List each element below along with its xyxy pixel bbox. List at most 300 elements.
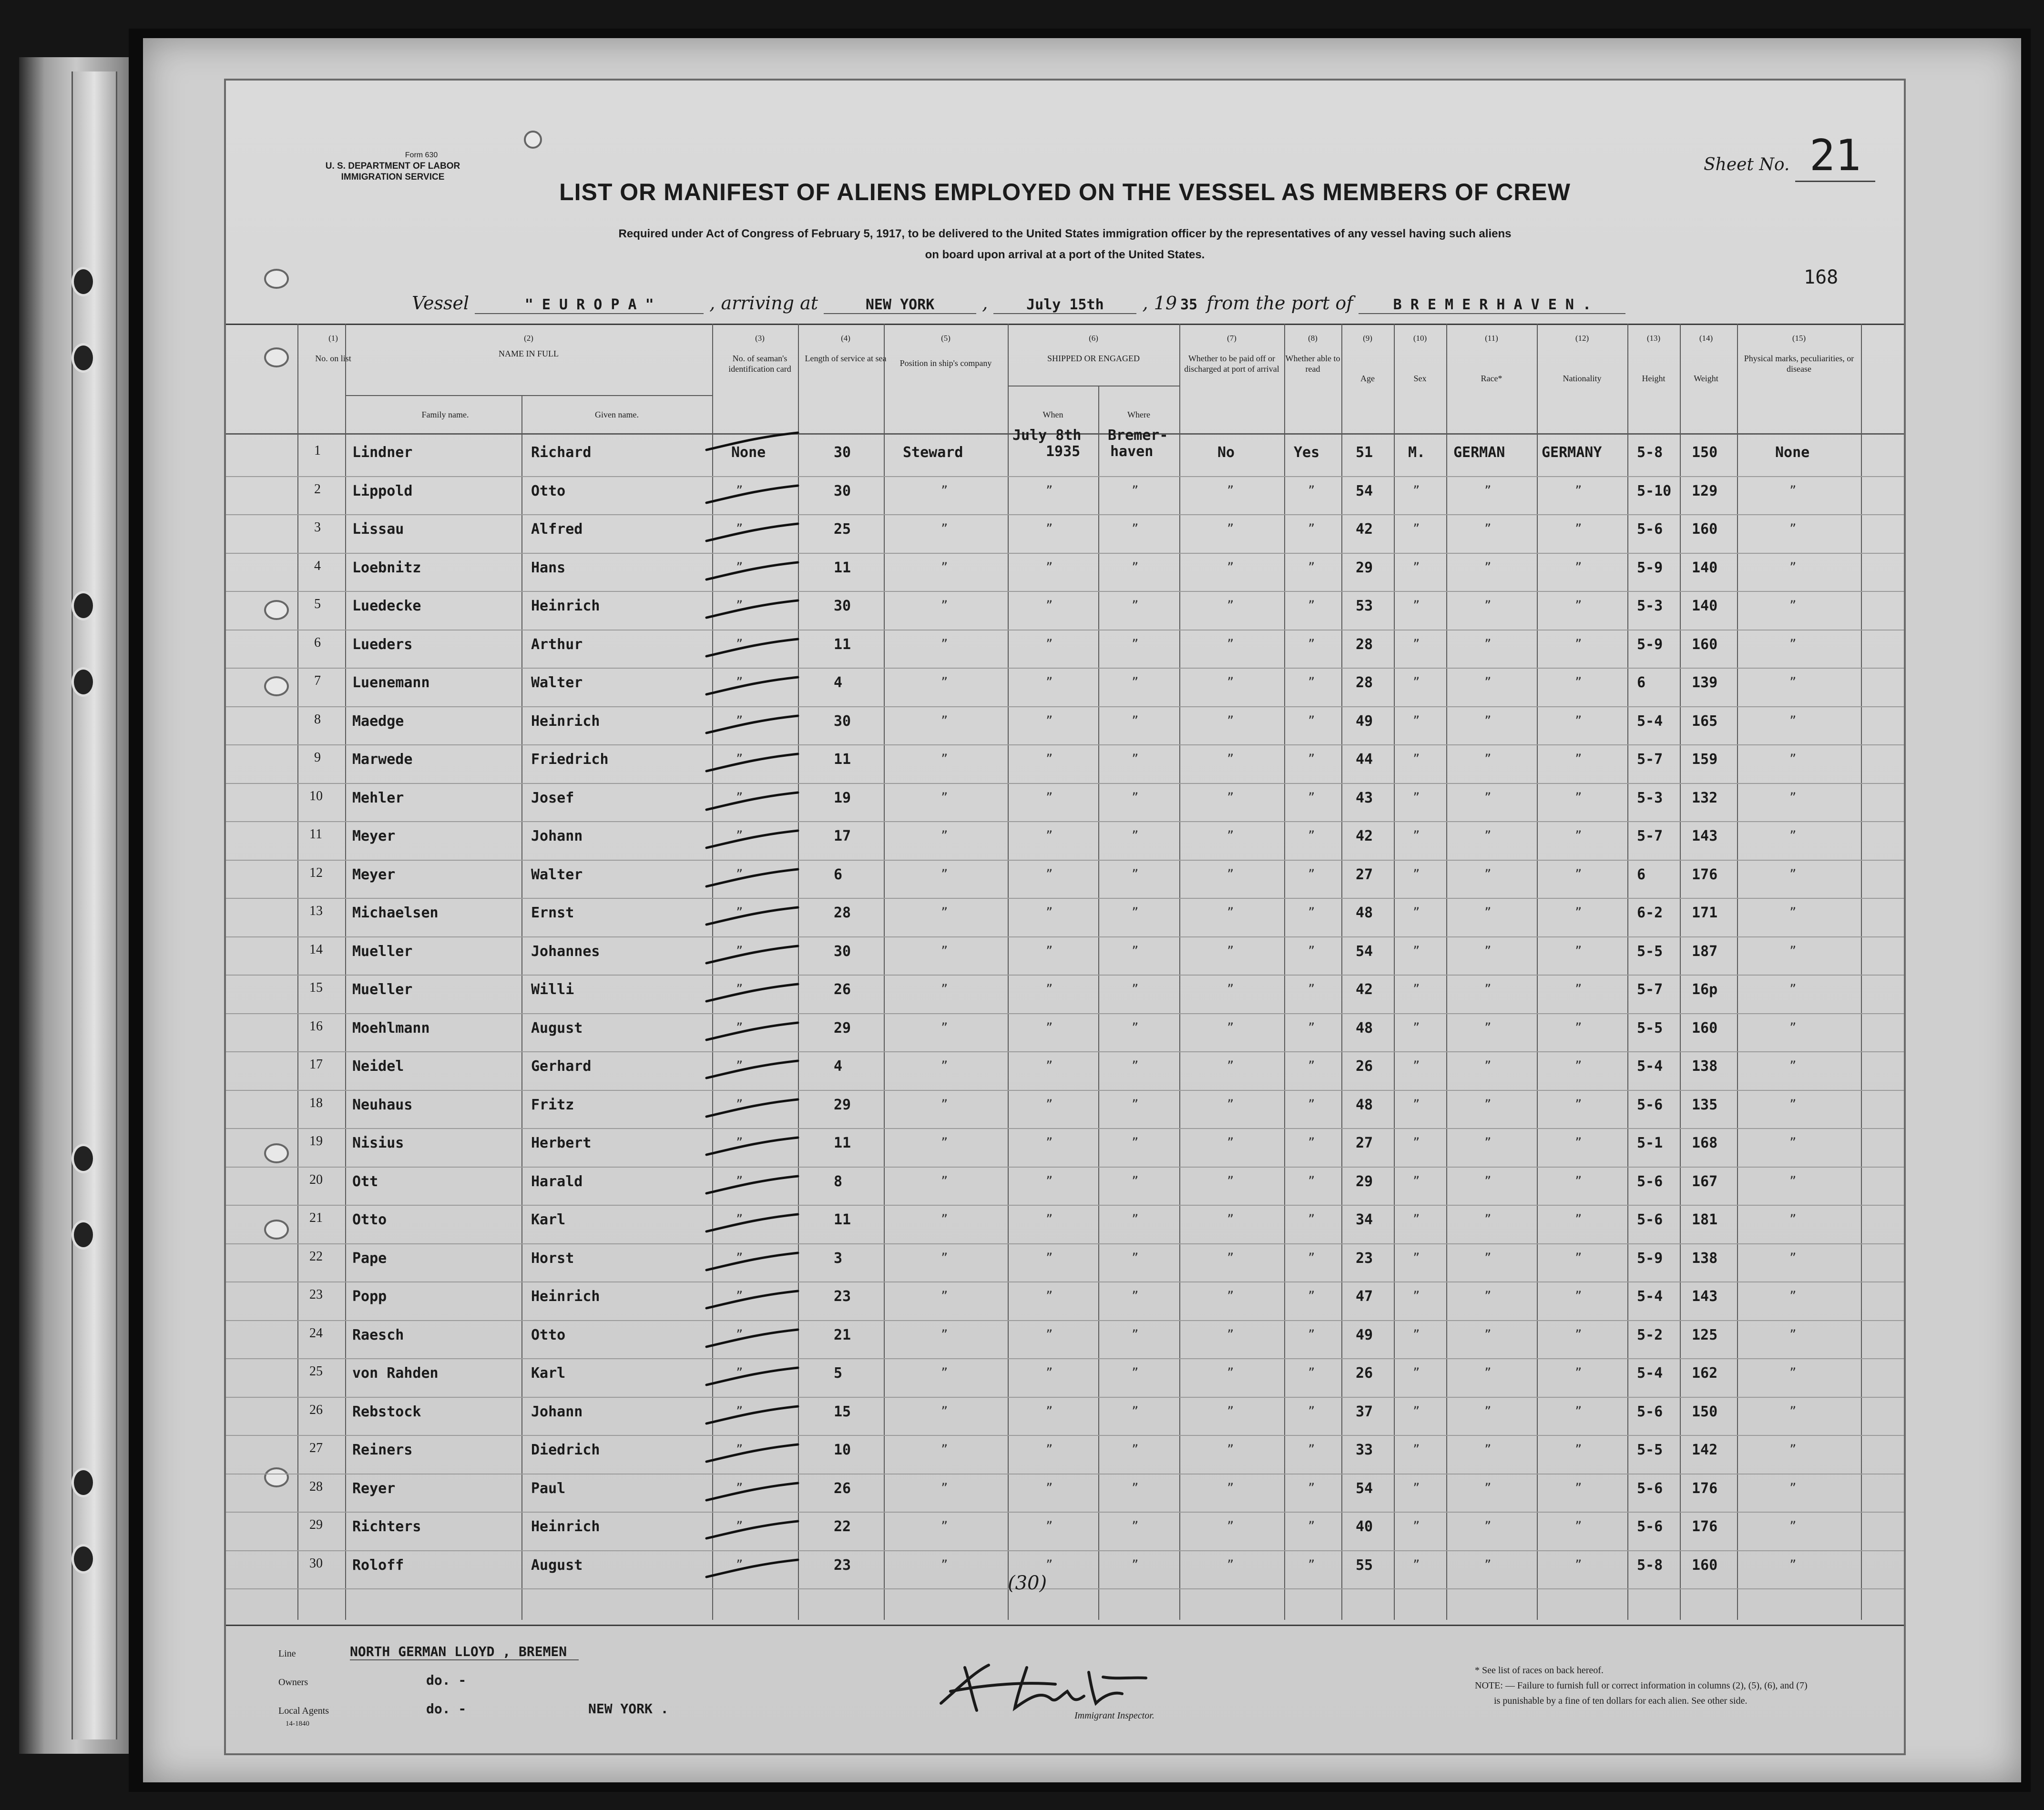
binder-hole	[72, 1144, 95, 1173]
agents-label: Local Agents	[278, 1706, 329, 1716]
given-name: Otto	[531, 482, 566, 499]
sex-ditto: ”	[1413, 1519, 1420, 1533]
col-number: (4)	[841, 334, 850, 343]
agents-city: NEW YORK .	[588, 1701, 669, 1717]
physical-marks-ditto: ”	[1789, 1481, 1797, 1495]
id-card-ditto: ”	[736, 1136, 743, 1149]
column-rule	[521, 395, 522, 1620]
race-ditto: ”	[1484, 483, 1492, 497]
check-stroke	[706, 1557, 798, 1577]
col-number: (1)	[328, 334, 338, 343]
shipped-when-ditto: ”	[1046, 1289, 1053, 1302]
row-number: 13	[309, 904, 323, 918]
able-to-read-ditto: ”	[1308, 560, 1315, 574]
check-stroke	[706, 1099, 798, 1117]
shipped-when-ditto: ”	[1046, 1327, 1053, 1341]
given-name: Johann	[531, 828, 583, 844]
check-stroke	[706, 639, 798, 656]
header-col-6	[1008, 333, 1179, 364]
col-number: (5)	[941, 334, 950, 343]
row-rule	[226, 1205, 1904, 1206]
weight: 160	[1692, 521, 1718, 538]
shipped-where-ditto: ”	[1132, 1289, 1139, 1302]
family-name: Moehlmann	[352, 1019, 430, 1037]
shipped-when-ditto: ”	[1046, 483, 1053, 497]
paid-off-ditto: ”	[1227, 1366, 1234, 1379]
row-rule	[226, 975, 1904, 976]
length-of-service: 4	[834, 674, 843, 691]
inspector-label: Immigrant Inspector.	[1074, 1710, 1155, 1721]
row-number: 4	[314, 558, 321, 573]
length-of-service: 23	[834, 1288, 851, 1305]
check-stroke	[706, 907, 798, 925]
weight: 140	[1692, 598, 1718, 614]
check-stroke	[706, 1176, 798, 1193]
weight: 125	[1692, 1326, 1718, 1343]
check-stroke	[706, 1444, 798, 1462]
sex-ditto: ”	[1413, 1212, 1420, 1226]
nationality-ditto: ”	[1575, 1136, 1582, 1149]
age: 44	[1356, 751, 1373, 768]
able-to-read-ditto: ”	[1308, 637, 1315, 651]
sex-ditto: ”	[1413, 829, 1420, 842]
arriving-label: , arriving at	[709, 293, 818, 314]
shipped-when-ditto: ”	[1046, 1443, 1053, 1456]
row-rule	[226, 1090, 1904, 1091]
check-mark	[703, 944, 803, 965]
row-rule	[226, 1435, 1904, 1436]
race-ditto: ”	[1484, 713, 1492, 727]
length-of-service: 22	[834, 1518, 851, 1535]
length-of-service: 23	[834, 1556, 851, 1574]
service: IMMIGRATION SERVICE	[341, 172, 445, 182]
column-rule	[1737, 324, 1738, 1620]
age: 54	[1356, 943, 1373, 960]
check-stroke	[706, 1406, 798, 1424]
position-ditto: ”	[941, 752, 948, 765]
row-number: 29	[309, 1517, 323, 1532]
row-number: 16	[309, 1018, 323, 1034]
shipped-where-ditto: ”	[1132, 713, 1139, 727]
id-card-ditto: ”	[736, 1327, 743, 1341]
able-to-read-ditto: ”	[1308, 1443, 1315, 1456]
nationality-ditto: ”	[1575, 483, 1582, 497]
paid-off-ditto: ”	[1227, 752, 1234, 765]
header-col-13	[1627, 333, 1680, 384]
column-rule	[712, 324, 713, 1620]
check-mark	[703, 431, 803, 452]
given-name: Alfred	[531, 521, 583, 538]
weight: 143	[1692, 828, 1718, 844]
shipped-where-ditto: ”	[1132, 790, 1139, 804]
given-name: Karl	[531, 1211, 566, 1228]
header-when: When	[1042, 410, 1063, 419]
physical-marks-ditto: ”	[1789, 982, 1797, 996]
nationality-ditto: ”	[1575, 713, 1582, 727]
row-number: 17	[309, 1057, 323, 1072]
physical-marks-ditto: ”	[1789, 1212, 1797, 1226]
family-name: Neidel	[352, 1058, 404, 1075]
row-rule	[226, 936, 1904, 937]
able-to-read-ditto: ”	[1308, 829, 1315, 842]
column-rule	[1284, 324, 1285, 1620]
age: 43	[1356, 789, 1373, 806]
col-label: SHIPPED OR ENGAGED	[1047, 354, 1140, 363]
id-card-ditto: ”	[736, 1481, 743, 1495]
given-name: Gerhard	[531, 1058, 592, 1075]
position-ditto: ”	[941, 1212, 948, 1226]
shipped-when-ditto: ”	[1046, 1366, 1053, 1379]
footnote-note: NOTE: — Failure to furnish full or correct information in columns (2), (5), (6), and (7)	[1475, 1680, 1808, 1691]
shipped-when-ditto: ”	[1046, 944, 1053, 957]
length-of-service: 21	[834, 1326, 851, 1343]
paid-off-ditto: ”	[1227, 1327, 1234, 1341]
weight: 165	[1692, 712, 1718, 730]
age: 47	[1356, 1288, 1373, 1305]
department: U. S. DEPARTMENT OF LABOR	[325, 161, 460, 171]
col-number: (2)	[524, 334, 533, 343]
row-number: 28	[309, 1479, 323, 1494]
height: 5-8	[1637, 444, 1663, 461]
sex-ditto: ”	[1413, 905, 1420, 919]
paid-off-ditto: ”	[1227, 829, 1234, 842]
check-mark	[703, 867, 803, 888]
row-rule	[226, 898, 1904, 899]
row-number: 23	[309, 1287, 323, 1302]
shipped-where-ditto: ”	[1132, 867, 1139, 881]
physical-marks-ditto: ”	[1789, 1097, 1797, 1111]
id-card-ditto: ”	[736, 675, 743, 689]
length-of-service: 5	[834, 1365, 843, 1382]
subtitle-line: Required under Act of Congress of February 5, 1917, to be delivered to the United States immigration officer by the representatives of any vessel having such aliens	[618, 227, 1512, 240]
length-of-service: 8	[834, 1173, 843, 1190]
header-col-4	[798, 333, 893, 364]
able-to-read: Yes	[1294, 444, 1320, 461]
nationality-ditto: ”	[1575, 1020, 1582, 1034]
length-of-service: 3	[834, 1250, 843, 1267]
check-mark	[703, 1059, 803, 1080]
row-number: 1	[314, 443, 321, 458]
nationality-ditto: ”	[1575, 1174, 1582, 1188]
row-number: 30	[309, 1556, 323, 1571]
stamp-number: 168	[1804, 266, 1839, 288]
race: GERMAN	[1453, 444, 1505, 461]
owners-value: do. -	[426, 1672, 467, 1688]
physical-marks-ditto: ”	[1789, 599, 1797, 612]
punch-hole	[524, 131, 542, 149]
race-ditto: ”	[1484, 1404, 1492, 1418]
id-card-ditto: ”	[736, 599, 743, 612]
vessel-line: Vessel " E U R O P A " , arriving at NEW YORK , July 15th , 19 35 from the port of B R E M E R H A V E N .	[412, 293, 1625, 314]
age: 28	[1356, 674, 1373, 691]
weight: 176	[1692, 1518, 1718, 1535]
family-name: Roloff	[352, 1556, 404, 1574]
check-mark	[703, 1212, 803, 1233]
given-name: Walter	[531, 866, 583, 883]
weight: 160	[1692, 1556, 1718, 1574]
shipped-where-ditto: ”	[1132, 1174, 1139, 1188]
height: 5-4	[1637, 712, 1663, 730]
height: 5-3	[1637, 789, 1663, 806]
col-label: Weight	[1694, 374, 1718, 383]
physical-marks-ditto: ”	[1789, 483, 1797, 497]
sex-ditto: ”	[1413, 1020, 1420, 1034]
id-card: None	[731, 444, 766, 461]
length-of-service: 17	[834, 828, 851, 844]
shipped-where-ditto: ”	[1132, 522, 1139, 535]
nationality-ditto: ”	[1575, 982, 1582, 996]
binder-hole	[72, 1220, 95, 1250]
subtitle-line: on board upon arrival at a port of the United States.	[925, 248, 1205, 261]
given-name: Heinrich	[531, 712, 600, 730]
check-stroke	[706, 754, 798, 771]
nationality-ditto: ”	[1575, 867, 1582, 881]
race-ditto: ”	[1484, 1366, 1492, 1379]
position-ditto: ”	[941, 829, 948, 842]
position-ditto: ”	[941, 1097, 948, 1111]
shipped-where: Bremer-	[1108, 427, 1168, 444]
able-to-read-ditto: ”	[1308, 675, 1315, 689]
race-ditto: ”	[1484, 560, 1492, 574]
id-card-ditto: ”	[736, 560, 743, 574]
col-number: (8)	[1308, 334, 1318, 343]
paid-off-ditto: ”	[1227, 1212, 1234, 1226]
family-name: Nisius	[352, 1135, 404, 1151]
nationality-ditto: ”	[1575, 1327, 1582, 1341]
race-ditto: ”	[1484, 522, 1492, 535]
given-name: Hans	[531, 559, 566, 576]
family-name: Luenemann	[352, 674, 430, 691]
family-name: Rebstock	[352, 1403, 421, 1420]
row-rule	[226, 1512, 1904, 1513]
nationality-ditto: ”	[1575, 1097, 1582, 1111]
check-mark	[703, 829, 803, 850]
column-rule	[1627, 324, 1628, 1620]
weight: 167	[1692, 1173, 1718, 1190]
punch-hole	[264, 347, 289, 367]
line-value: NORTH GERMAN LLOYD , BREMEN	[350, 1644, 579, 1660]
height: 6-2	[1637, 905, 1663, 921]
family-name: Meyer	[352, 828, 396, 844]
weight: 139	[1692, 674, 1718, 691]
departure-port: B R E M E R H A V E N .	[1359, 296, 1625, 314]
paid-off-ditto: ”	[1227, 1097, 1234, 1111]
punch-hole	[264, 1143, 289, 1163]
row-rule	[226, 821, 1904, 822]
height: 5-9	[1637, 1250, 1663, 1267]
id-card-ditto: ”	[736, 905, 743, 919]
column-rule	[1394, 324, 1395, 1620]
row-rule	[226, 514, 1904, 515]
nationality-ditto: ”	[1575, 522, 1582, 535]
header-col-15	[1737, 333, 1861, 374]
col-number: (11)	[1485, 334, 1498, 343]
given-name: Otto	[531, 1326, 566, 1343]
binder-hole	[72, 267, 95, 296]
header-col-7	[1179, 333, 1284, 374]
id-card-ditto: ”	[736, 944, 743, 957]
paid-off-ditto: ”	[1227, 713, 1234, 727]
sheet-label: Sheet No.	[1704, 155, 1790, 174]
binder-hole	[72, 343, 95, 373]
check-mark	[703, 1098, 803, 1119]
race-ditto: ”	[1484, 1251, 1492, 1264]
shipped-when-ditto: ”	[1046, 560, 1053, 574]
shipped-where-ditto: ”	[1132, 1366, 1139, 1379]
shipped-where-ditto: ”	[1132, 944, 1139, 957]
shipped-when-ditto: ”	[1046, 1136, 1053, 1149]
row-rule	[226, 1167, 1904, 1168]
col-label: Height	[1642, 374, 1666, 383]
row-number: 11	[309, 827, 322, 842]
paid-off-ditto: ”	[1227, 1174, 1234, 1188]
row-rule	[226, 1051, 1904, 1052]
punch-hole	[264, 1220, 289, 1240]
shipped-when-ditto: ”	[1046, 599, 1053, 612]
position-ditto: ”	[941, 522, 948, 535]
height: 6	[1637, 674, 1646, 691]
length-of-service: 29	[834, 1096, 851, 1113]
id-card-ditto: ”	[736, 1059, 743, 1072]
position-ditto: ”	[941, 1059, 948, 1072]
height: 5-4	[1637, 1288, 1663, 1305]
age: 37	[1356, 1403, 1373, 1420]
row-rule	[226, 860, 1904, 861]
row-number: 24	[309, 1325, 323, 1341]
check-mark	[703, 675, 803, 696]
id-card-ditto: ”	[736, 752, 743, 765]
check-mark	[703, 714, 803, 735]
binder-hole	[72, 1468, 95, 1497]
nationality-ditto: ”	[1575, 790, 1582, 804]
paid-off-ditto: ”	[1227, 483, 1234, 497]
family-name: Lueders	[352, 636, 413, 653]
sex-ditto: ”	[1413, 1136, 1420, 1149]
able-to-read-ditto: ”	[1308, 1212, 1315, 1226]
id-card-ditto: ”	[736, 867, 743, 881]
paid-off-ditto: ”	[1227, 599, 1234, 612]
physical-marks-ditto: ”	[1789, 522, 1797, 535]
position-ditto: ”	[941, 1327, 948, 1341]
row-rule	[226, 783, 1904, 784]
length-of-service: 26	[834, 981, 851, 998]
col-number: (3)	[755, 334, 765, 343]
check-mark	[703, 1519, 803, 1540]
family-name: Reyer	[352, 1480, 396, 1497]
height: 5-7	[1637, 751, 1663, 768]
family-name: Richters	[352, 1518, 421, 1535]
given-name: Heinrich	[531, 1518, 600, 1535]
row-number: 20	[309, 1172, 323, 1187]
sex-ditto: ”	[1413, 1251, 1420, 1264]
check-stroke	[706, 562, 798, 580]
column-rule	[798, 324, 799, 1620]
height: 5-8	[1637, 1556, 1663, 1574]
able-to-read-ditto: ”	[1308, 1327, 1315, 1341]
nationality-ditto: ”	[1575, 752, 1582, 765]
row-rule	[226, 1128, 1904, 1129]
race-ditto: ”	[1484, 599, 1492, 612]
position-ditto: ”	[941, 1366, 948, 1379]
arrival-port: NEW YORK	[824, 296, 976, 314]
weight: 150	[1692, 444, 1718, 461]
nationality: GERMANY	[1542, 444, 1602, 461]
race-ditto: ”	[1484, 1289, 1492, 1302]
family-name: Lippold	[352, 482, 413, 499]
paid-off-ditto: ”	[1227, 1443, 1234, 1456]
row-rule	[226, 1550, 1904, 1551]
length-of-service: 29	[834, 1019, 851, 1037]
punch-hole	[264, 1467, 289, 1487]
manifest-table	[226, 324, 1904, 325]
given-name: Karl	[531, 1365, 566, 1382]
id-card-ditto: ”	[736, 982, 743, 996]
shipped-where-ditto: ”	[1132, 1251, 1139, 1264]
row-number: 9	[314, 750, 321, 765]
binder-hole	[72, 667, 95, 697]
row-rule	[226, 1588, 1904, 1589]
height: 5-4	[1637, 1365, 1663, 1382]
weight: 176	[1692, 1480, 1718, 1497]
race-ditto: ”	[1484, 829, 1492, 842]
shipped-when-ditto: ”	[1046, 1097, 1053, 1111]
paid-off-ditto: ”	[1227, 1519, 1234, 1533]
age: 27	[1356, 1135, 1373, 1151]
shipped-when-ditto: ”	[1046, 790, 1053, 804]
column-rule	[884, 324, 885, 1620]
given-name: Ernst	[531, 905, 574, 921]
family-name: Popp	[352, 1288, 387, 1305]
check-mark	[703, 982, 803, 1003]
position-ditto: ”	[941, 560, 948, 574]
race-ditto: ”	[1484, 1097, 1492, 1111]
check-stroke	[706, 1291, 798, 1308]
given-name: Heinrich	[531, 1288, 600, 1305]
able-to-read-ditto: ”	[1308, 1097, 1315, 1111]
race-ditto: ”	[1484, 1481, 1492, 1495]
height: 5-6	[1637, 1211, 1663, 1228]
col-number: (13)	[1646, 334, 1661, 343]
check-stroke	[706, 869, 798, 886]
weight: 142	[1692, 1442, 1718, 1458]
sex-ditto: ”	[1413, 982, 1420, 996]
col-number: (15)	[1792, 334, 1806, 343]
race-ditto: ”	[1484, 944, 1492, 957]
sex-ditto: ”	[1413, 1366, 1420, 1379]
col-number: (14)	[1699, 334, 1713, 343]
id-card-ditto: ”	[736, 713, 743, 727]
nationality-ditto: ”	[1575, 829, 1582, 842]
age: 42	[1356, 981, 1373, 998]
column-rule	[345, 324, 346, 1620]
id-card-ditto: ”	[736, 1251, 743, 1264]
paid-off-ditto: ”	[1227, 944, 1234, 957]
row-number: 22	[309, 1249, 323, 1264]
row-number: 19	[309, 1134, 323, 1149]
able-to-read-ditto: ”	[1308, 752, 1315, 765]
race-ditto: ”	[1484, 905, 1492, 919]
height: 5-6	[1637, 1403, 1663, 1420]
shipped-when-ditto: ”	[1046, 1519, 1053, 1533]
nationality-ditto: ”	[1575, 560, 1582, 574]
vessel-name: " E U R O P A "	[475, 296, 704, 314]
footnote-note-cont: is punishable by a fine of ten dollars for each alien. See other side.	[1494, 1696, 1748, 1706]
race-ditto: ”	[1484, 1557, 1492, 1571]
physical-marks-ditto: ”	[1789, 1404, 1797, 1418]
check-stroke	[706, 524, 798, 541]
column-rule	[1008, 324, 1009, 1620]
physical-marks-ditto: ”	[1789, 829, 1797, 842]
